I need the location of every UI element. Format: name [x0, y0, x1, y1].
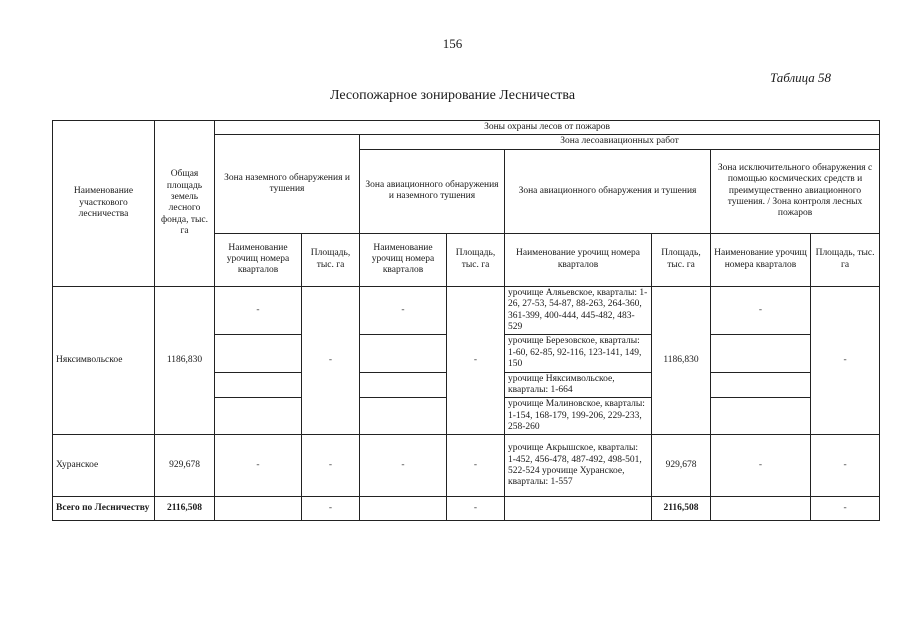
- avground-tracts-2: [360, 335, 447, 372]
- ground-tracts-1: -: [215, 286, 302, 335]
- row-area-nyaksimvol: 1186,830: [155, 286, 215, 435]
- row-name-khuran: Хуранское: [53, 435, 155, 497]
- aviation-tracts-4: урочище Малиновское, кварталы: 1-154, 168-179, 199-206, 229-233, 258-260: [505, 398, 652, 435]
- ground-area-r2: -: [302, 435, 360, 497]
- row-area-khuran: 929,678: [155, 435, 215, 497]
- row-name-nyaksimvol: Няксимвольское: [53, 286, 155, 435]
- aviation-tracts-r2: урочище Акрышское, кварталы: 1-452, 456-478, 487-492, 498-501, 522-524 урочище Хуранское, кварталы: 1-557: [505, 435, 652, 497]
- row-name-total: Всего по Лесничеству: [53, 497, 155, 521]
- exclusive-tracts-total: [711, 497, 811, 521]
- ground-tracts-2: [215, 335, 302, 372]
- document-title: Лесопожарное зонирование Лесничества: [329, 88, 576, 103]
- exclusive-area-r1: -: [811, 286, 880, 435]
- aviation-tracts-1: урочище Аляьевское, кварталы: 1-26, 27-53, 54-87, 88-263, 264-360, 361-399, 400-444, 445-482, 483-529: [505, 286, 652, 335]
- exclusive-tracts-2: [711, 335, 811, 372]
- aviation-area-r1: 1186,830: [652, 286, 711, 435]
- subheader-tract-names-2: Наименование урочищ номера кварталов: [360, 233, 447, 286]
- header-zone-exclusive: Зона исключительного обнаружения с помощью космических средств и преимущественно авиационного тушения. / Зона контроля лесных пожаров: [711, 149, 880, 233]
- header-area-col: Общая площадь земель лесного фонда, тыс. га: [155, 121, 215, 287]
- exclusive-tracts-3: [711, 372, 811, 398]
- zoning-table: [52, 120, 880, 521]
- ground-tracts-total: [215, 497, 302, 521]
- header-name-col: Наименование участкового лесничества: [53, 121, 155, 287]
- subheader-area-2: Площадь, тыс. га: [447, 233, 505, 286]
- avground-tracts-3: [360, 372, 447, 398]
- subheader-tract-names-3: Наименование урочищ номера кварталов: [505, 233, 652, 286]
- avground-area-r2: -: [447, 435, 505, 497]
- exclusive-tracts-r2: -: [711, 435, 811, 497]
- page-number: 156: [442, 36, 463, 51]
- avground-tracts-total: [360, 497, 447, 521]
- ground-tracts-3: [215, 372, 302, 398]
- ground-tracts-r2: -: [215, 435, 302, 497]
- exclusive-tracts-1: -: [711, 286, 811, 335]
- exclusive-area-r2: -: [811, 435, 880, 497]
- subheader-area-1: Площадь, тыс. га: [302, 233, 360, 286]
- header-zone-aviation-ground: Зона авиационного обнаружения и наземного тушения: [360, 149, 505, 233]
- subheader-tract-names-1: Наименование урочищ номера кварталов: [215, 233, 302, 286]
- ground-area-total: -: [302, 497, 360, 521]
- aviation-tracts-3: урочище Няксимвольское, кварталы: 1-664: [505, 372, 652, 398]
- table-label: Таблица 58: [770, 70, 832, 85]
- avground-tracts-r2: -: [360, 435, 447, 497]
- avground-area-r1: -: [447, 286, 505, 435]
- header-zone-ground: Зона наземного обнаружения и тушения: [215, 135, 360, 233]
- avground-tracts-4: [360, 398, 447, 435]
- header-protection-zones: Зоны охраны лесов от пожаров: [215, 121, 880, 135]
- header-zone-aviation: Зона авиационного обнаружения и тушения: [505, 149, 711, 233]
- exclusive-tracts-4: [711, 398, 811, 435]
- aviation-tracts-2: урочище Березовское, кварталы: 1-60, 62-85, 92-116, 123-141, 149, 150: [505, 335, 652, 372]
- aviation-area-r2: 929,678: [652, 435, 711, 497]
- avground-tracts-1: -: [360, 286, 447, 335]
- subheader-area-4: Площадь, тыс. га: [811, 233, 880, 286]
- zoning-table-container: [52, 120, 879, 521]
- row-area-total: 2116,508: [155, 497, 215, 521]
- header-forest-aviation-zone: Зона лесоавиационных работ: [360, 135, 880, 149]
- avground-area-total: -: [447, 497, 505, 521]
- ground-tracts-4: [215, 398, 302, 435]
- subheader-tract-names-4: Наименование урочищ номера кварталов: [711, 233, 811, 286]
- ground-area-r1: -: [302, 286, 360, 435]
- aviation-tracts-total: [505, 497, 652, 521]
- exclusive-area-total: -: [811, 497, 880, 521]
- aviation-area-total: 2116,508: [652, 497, 711, 521]
- subheader-area-3: Площадь, тыс. га: [652, 233, 711, 286]
